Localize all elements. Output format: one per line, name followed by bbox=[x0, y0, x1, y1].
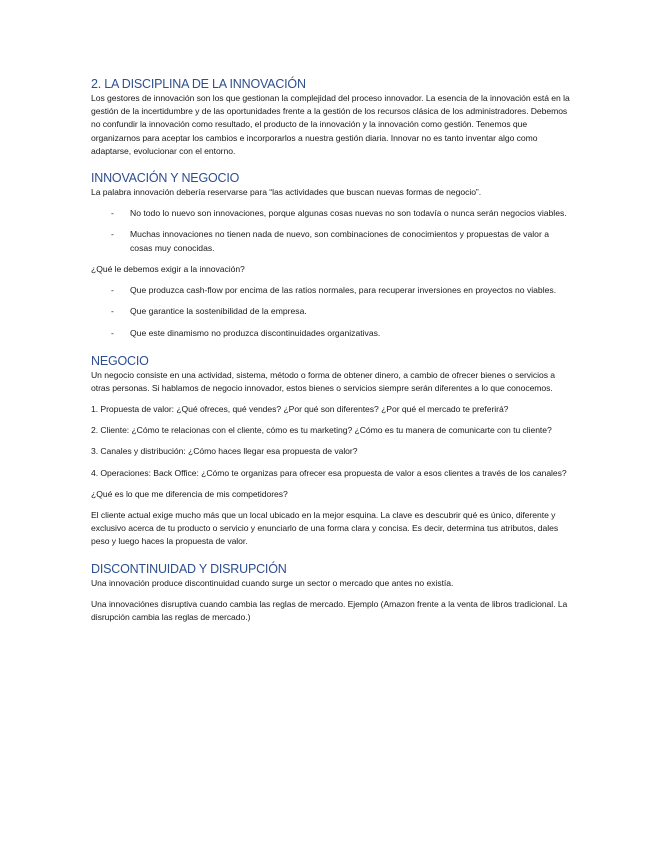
bullet-list-innovacion bbox=[91, 207, 571, 255]
list-item-text: No todo lo nuevo son innovaciones, porque algunas cosas nuevas no son todavía o nunca serán negocios viables. bbox=[130, 208, 567, 219]
bullet-dash: - bbox=[111, 306, 114, 317]
heading-innovacion-negocio: INNOVACIÓN Y NEGOCIO bbox=[91, 171, 240, 186]
heading-disciplina: 2. LA DISCIPLINA DE LA INNOVACIÓN bbox=[91, 77, 306, 91]
bullet-dash: - bbox=[111, 285, 114, 296]
bullet-list-requirements bbox=[91, 284, 571, 341]
bullet-dash: - bbox=[111, 328, 114, 339]
bullet-dash: - bbox=[111, 229, 114, 240]
list-item-text: Que garantice la sostenibilidad de la empresa. bbox=[130, 306, 307, 317]
document-page bbox=[91, 76, 571, 624]
heading-discontinuidad: DISCONTINUIDAD Y DISRUPCIÓN bbox=[91, 561, 287, 576]
negocio-item-4: 4. Operaciones: Back Office: ¿Cómo te organizas para ofrecer esa propuesta de valor a esos clientes a través de los canales? bbox=[91, 467, 567, 478]
list-item bbox=[91, 207, 571, 220]
paragraph-disciplina: Los gestores de innovación son los que gestionan la complejidad del proceso innovador. La esencia de la innovación está en la gestión de la incertidumbre y de las oportunidades frente a la gestión de los recursos clásica de los administradores. Debemos no confundir la innovación como resultado, el producto de la innovación y la innovación como gestión. Tenemos que organizarnos para aceptar los cambios e incorporarlos a nuestra gestión diaria. Innovar no es tanto inventar algo como adaptarse, evolucionar con el entorno. bbox=[91, 93, 570, 156]
question-diferencia: ¿Qué es lo que me diferencia de mis competidores? bbox=[91, 488, 288, 499]
list-item bbox=[91, 228, 571, 254]
paragraph-negocio-intro: Un negocio consiste en una actividad, sistema, método o forma de obtener dinero, a cambio de ofrecer bienes o servicios a otras personas. Si hablamos de negocio innovador, estos bienes o servicios siempre serán diferentes a lo que conocemos. bbox=[91, 369, 556, 393]
paragraph-negocio-closing: El cliente actual exige mucho más que un local ubicado en la mejor esquina. La clave es descubrir qué es único, diferente y exclusivo acerca de tu producto o servicio y enunciarlo de una forma clara y concisa. Es decir, determina tus atributos, dales peso y luego haces la propuesta de valor. bbox=[91, 510, 559, 547]
negocio-item-3: 3. Canales y distribución: ¿Cómo haces llegar esa propuesta de valor? bbox=[91, 446, 358, 457]
list-item bbox=[91, 327, 571, 340]
heading-negocio: NEGOCIO bbox=[91, 353, 149, 368]
list-item bbox=[91, 284, 571, 297]
negocio-item-2: 2. Cliente: ¿Cómo te relacionas con el cliente, cómo es tu marketing? ¿Cómo es tu manera de comunicarte con tu cliente? bbox=[91, 425, 552, 436]
list-item bbox=[91, 305, 571, 318]
negocio-item-1: 1. Propuesta de valor: ¿Qué ofreces, qué vendes? ¿Por qué son diferentes? ¿Por qué el mercado te preferirá? bbox=[91, 404, 509, 415]
paragraph-discontinuidad: Una innovación produce discontinuidad cuando surge un sector o mercado que antes no existía. bbox=[91, 577, 454, 588]
paragraph-innovacion-intro: La palabra innovación debería reservarse para “las actividades que buscan nuevas formas de negocio”. bbox=[91, 187, 482, 198]
paragraph-disrupcion: Una innovaciónes disruptiva cuando cambia las reglas de mercado. Ejemplo (Amazon frente a la venta de libros tradicional. La disrupción cambia las reglas de mercado.) bbox=[91, 598, 568, 623]
bullet-dash: - bbox=[111, 208, 114, 219]
question-exigir: ¿Qué le debemos exigir a la innovación? bbox=[91, 263, 245, 274]
list-item-text: Que produzca cash-flow por encima de las ratios normales, para recuperar inversiones en proyectos no viables. bbox=[130, 285, 557, 296]
list-item-text: Muchas innovaciones no tienen nada de nuevo, son combinaciones de conocimientos y propuestas de valor a cosas muy conocidas. bbox=[130, 229, 549, 253]
list-item-text: Que este dinamismo no produzca discontinuidades organizativas. bbox=[130, 328, 381, 339]
